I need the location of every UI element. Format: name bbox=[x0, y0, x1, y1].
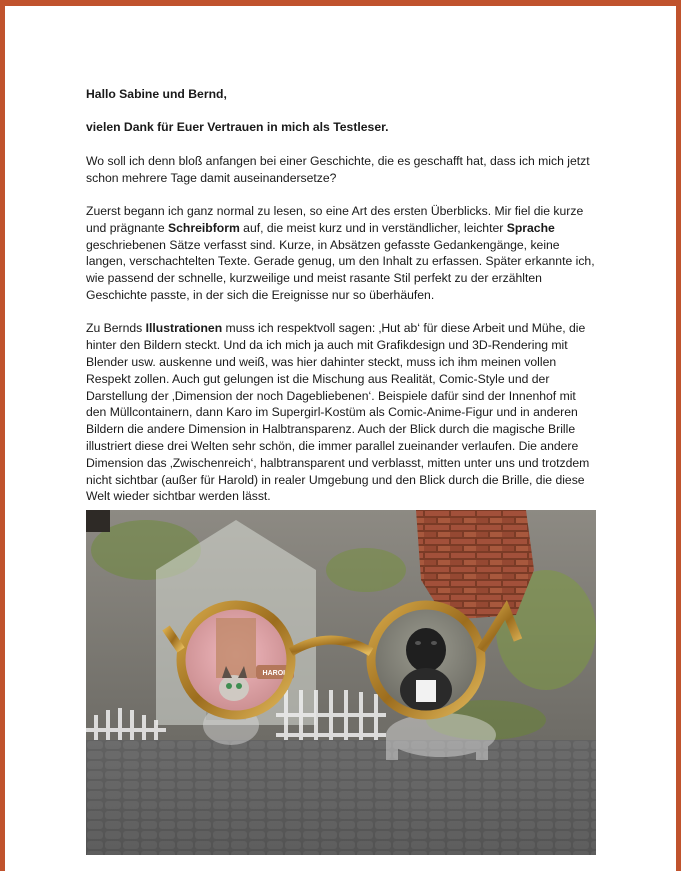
intro-paragraph: Wo soll ich denn bloß anfangen bei einer Geschichte, die es geschafft hat, dass ich mich jetzt schon mehrere Tage damit auseinandersetze? bbox=[86, 153, 590, 185]
illustration-magic-glasses bbox=[86, 510, 596, 855]
illustrations-paragraph: Zu Bernds Illustrationen muss ich respektvoll sagen: ‚Hut ab‘ für diese Arbeit und Mühe, die hinter den Bildern steckt. Und da ich mich ja auch mit Grafikdesign und 3D-Rendering mit Blender usw. auskenne und weiß, was hier dahinter steckt, muss ich ihm meinen vollen Respekt zollen. Auch gut gelungen ist die Mischung aus Realität, Comic-Style und der Darstellung der ‚Dimension der noch Dagebliebenen‘. Beispiele dafür sind der Innenhof mit den Müllcontainern, dann Karo im Supergirl-Kostüm als Comic-Anime-Figur und in anderen Bildern die andere Dimension in Halbtransparenz. Auch der Blick durch die magische Brille illustriert diese drei Welten sehr schön, die immer parallel zueinander verlaufen. Die andere Dimension das ‚Zwischenreich‘, halbtransparent und verblasst, mitten unter uns und trotzdem nicht sichtbar (außer für Harold) in realer Umgebung und den Blick durch die Brille, die diese Welt wieder sichtbar werden lässt. bbox=[86, 321, 590, 504]
letter-body bbox=[86, 86, 598, 522]
harold-sign: HAROL bbox=[262, 670, 288, 677]
highlight-illustrationen: Illustrationen bbox=[145, 321, 223, 336]
thanks-line: vielen Dank für Euer Vertrauen in mich als Testleser. bbox=[86, 120, 389, 135]
style-paragraph: Zuerst begann ich ganz normal zu lesen, so eine Art des ersten Überblicks. Mir fiel die kurze und prägnante Schreibform auf, die meist kurz und in verständlicher, leichter Sprache geschriebenen Sätze verfasst sind. Kurze, in Absätzen gefasste Gedankengänge, keine langen, verschachtelten Texte. Gerade genug, um den Inhalt zu erfassen. Später erkannte ich, wie passend der schnelle, kurzweilige und meist rasante Stil perfekt zu der erzählten Geschichte passte, in der sich die Ereignisse nur so überhäufen. bbox=[86, 203, 595, 302]
highlight-sprache: Sprache bbox=[506, 220, 555, 235]
greeting: Hallo Sabine und Bernd, bbox=[86, 87, 227, 101]
window bbox=[86, 510, 110, 532]
highlight-schreibform: Schreibform bbox=[168, 220, 240, 235]
